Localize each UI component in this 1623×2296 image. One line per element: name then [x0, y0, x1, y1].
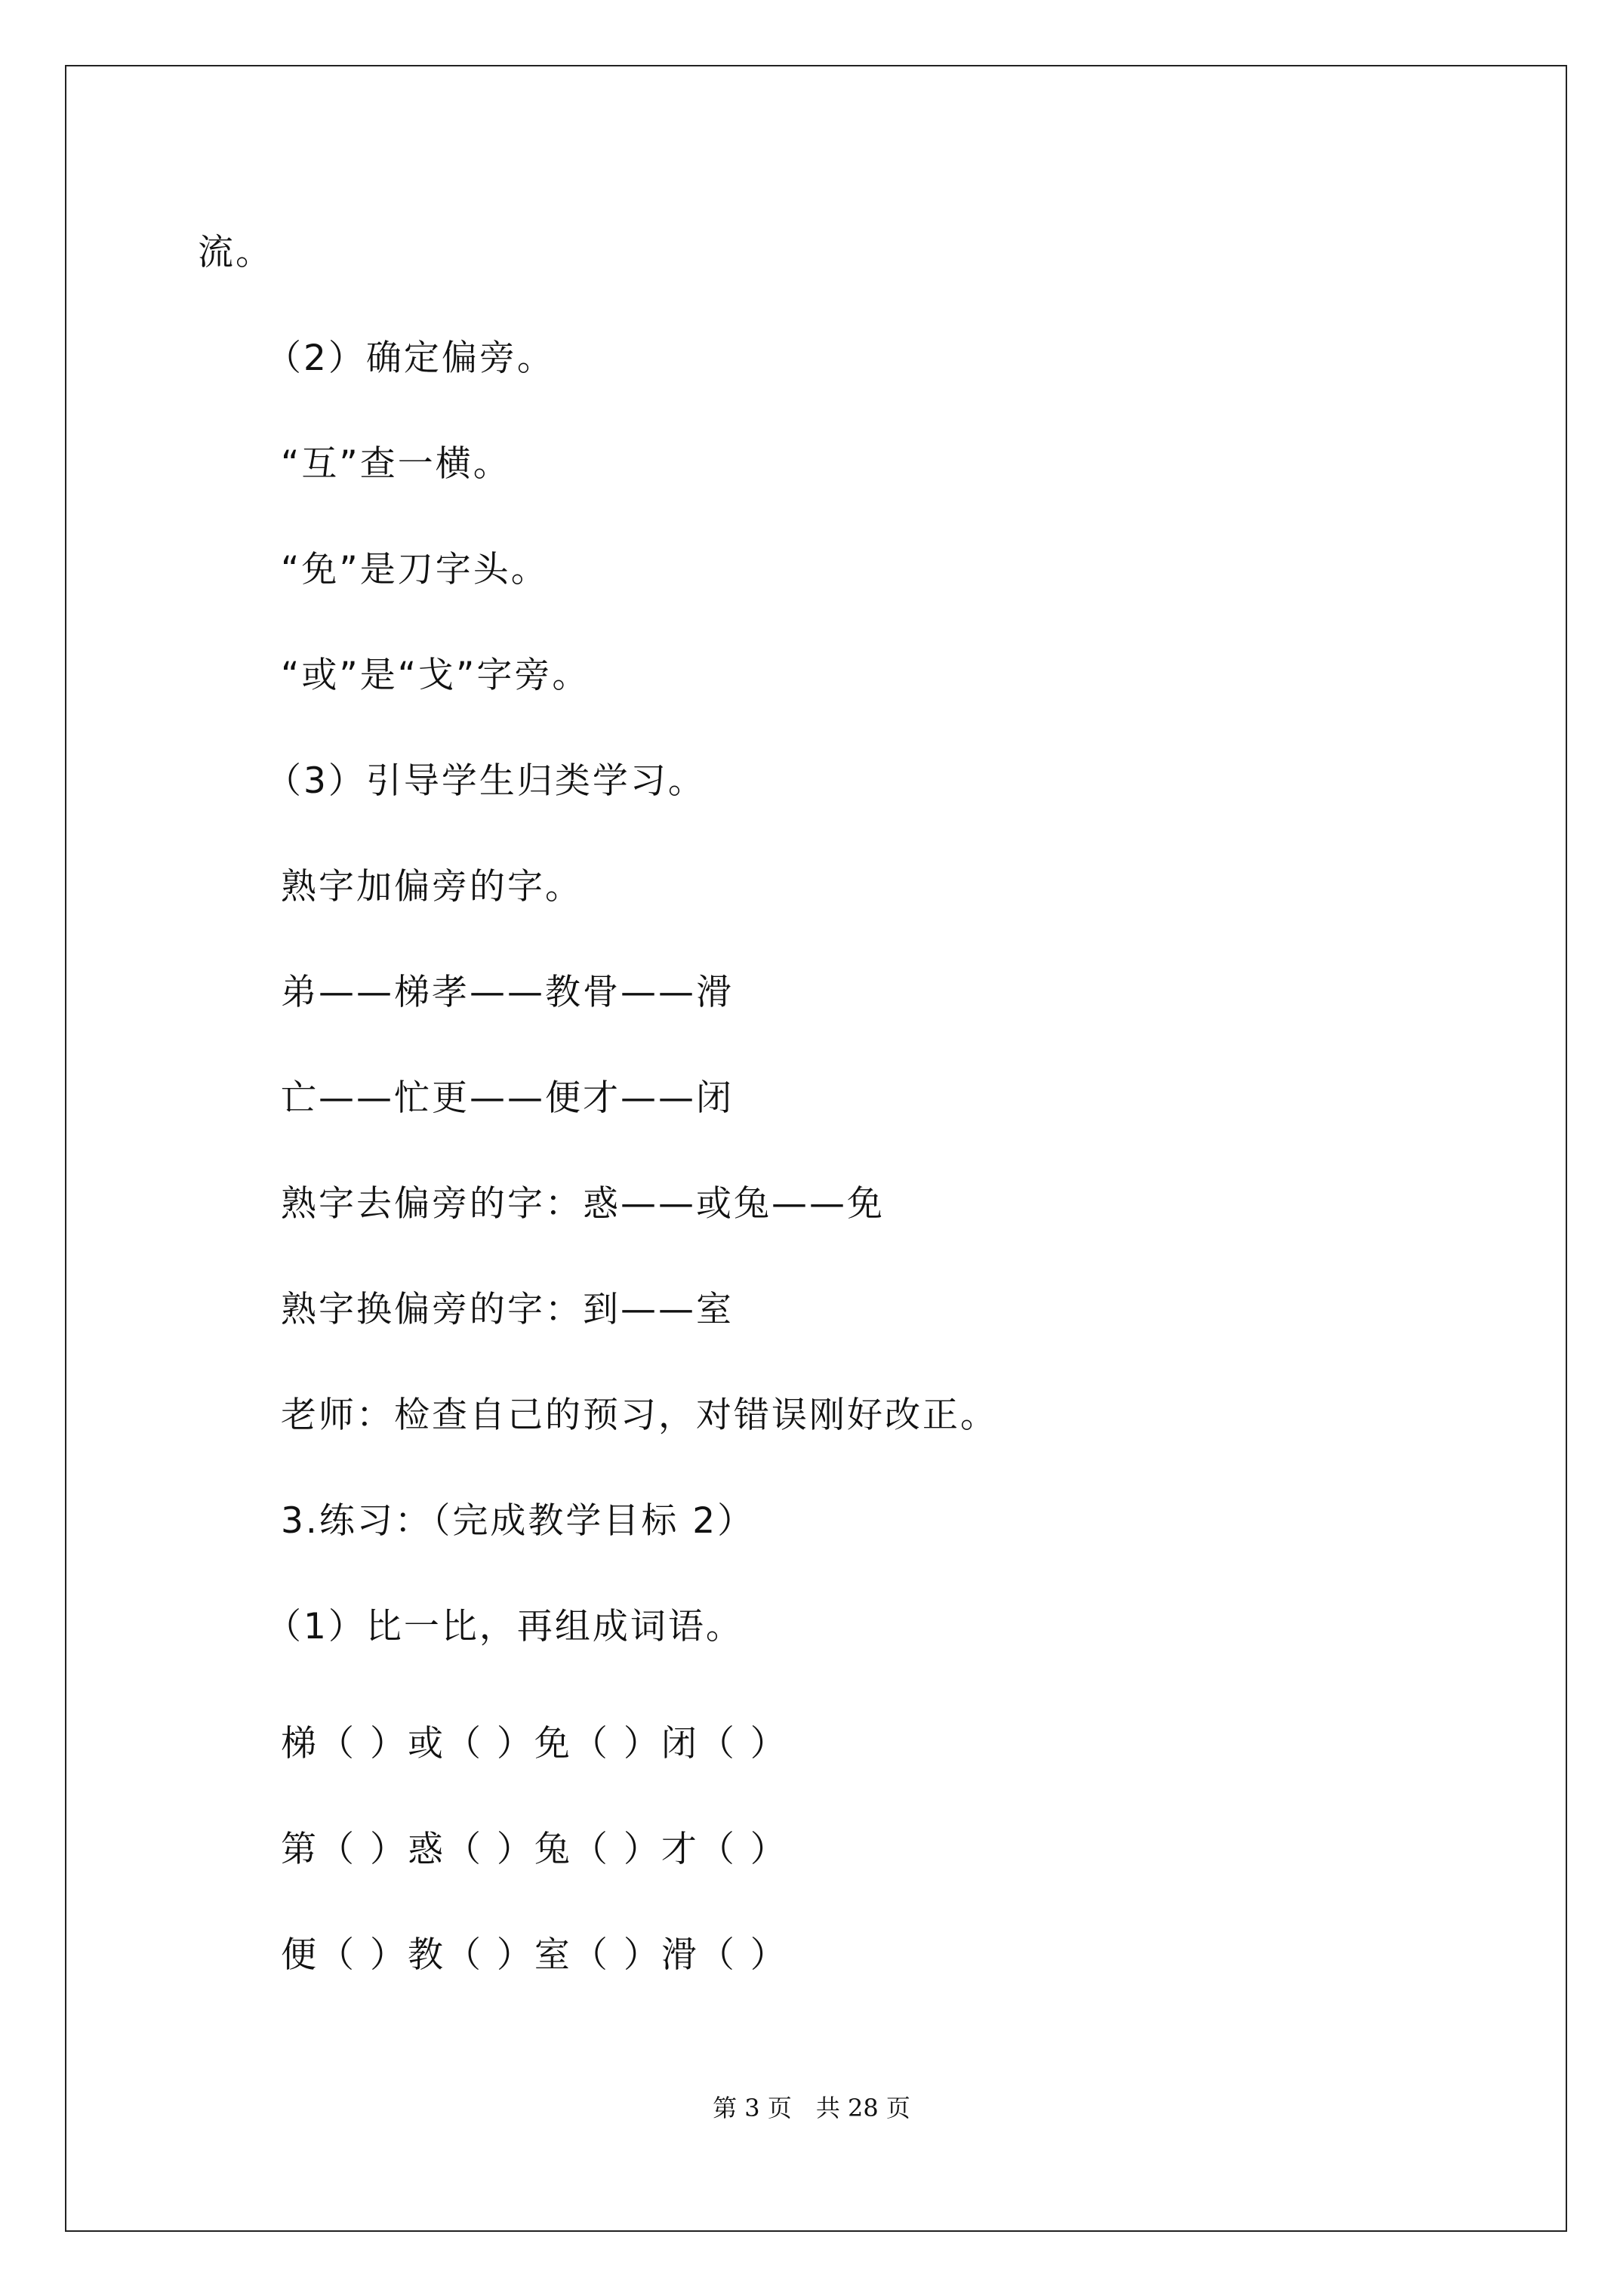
text-line: “免”是刀字头。 — [281, 549, 549, 590]
text-line: （1）比一比，再组成词语。 — [266, 1606, 744, 1647]
text-line: 熟字加偏旁的字。 — [281, 866, 583, 908]
page-number-footer: 第 3 页 共 28 页 — [713, 2094, 910, 2122]
page-border — [65, 65, 1567, 2232]
text-line: 3.练习：（完成教学目标 2） — [281, 1500, 756, 1542]
text-line: 第（ ）惑（ ）兔（ ）才（ ） — [281, 1829, 788, 1870]
text-line: 流。 — [198, 232, 273, 273]
text-line: 梯（ ）或（ ）免（ ）闭（ ） — [281, 1723, 788, 1764]
text-line: 弟——梯孝——教骨——滑 — [281, 972, 734, 1013]
text-line: 亡——忙更——便才——闭 — [281, 1077, 734, 1119]
text-line: 熟字换偏旁的字：到——室 — [281, 1289, 734, 1330]
text-line: 熟字去偏旁的字：惑——或兔——免 — [281, 1183, 885, 1225]
text-line: 老师：检查自己的预习，对错误刚好改正。 — [281, 1395, 998, 1436]
text-line: “互”查一横。 — [281, 443, 511, 485]
text-line: “或”是“戈”字旁。 — [281, 655, 590, 696]
text-line: （3）引导学生归类学习。 — [266, 760, 706, 802]
text-line: 便（ ）教（ ）室（ ）滑（ ） — [281, 1934, 788, 1976]
text-line: （2）确定偏旁。 — [266, 337, 555, 379]
